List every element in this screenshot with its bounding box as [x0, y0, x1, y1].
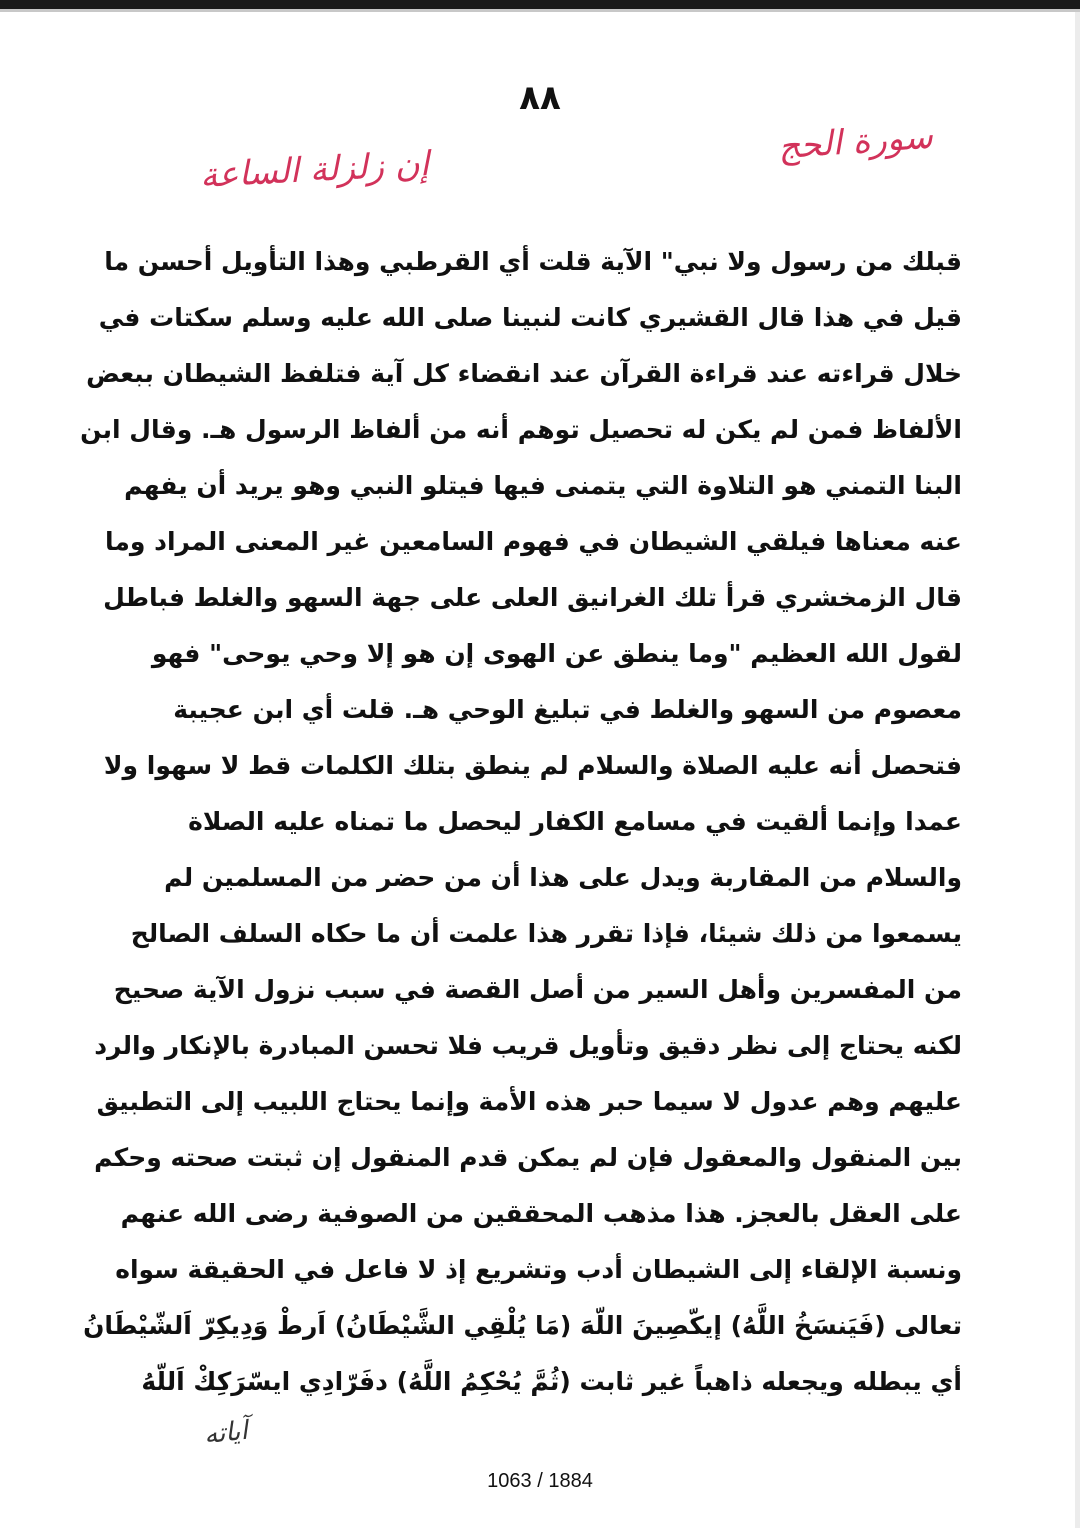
text-line: قال الزمخشري قرأ تلك الغرانيق العلى على جهة السهو والغلط فباطل: [103, 583, 962, 612]
body-text: [80, 234, 962, 1410]
text-line: ونسبة الإلقاء إلى الشيطان أدب وتشريع إذ لا فاعل في الحقيقة سواه: [115, 1255, 962, 1284]
text-line: قبلك من رسول ولا نبي" الآية قلت أي القرطبي وهذا التأويل أحسن ما: [104, 247, 962, 276]
text-line: لقول الله العظيم "وما ينطق عن الهوى إن هو إلا وحي يوحى" فهو: [151, 639, 962, 668]
text-line: خلال قراءته عند قراءة القرآن عند انقضاء كل آية فتلفظ الشيطان ببعض: [86, 359, 962, 388]
text-line: من المفسرين وأهل السير من أصل القصة في سبب نزول الآية صحيح: [113, 975, 962, 1004]
text-line: على العقل بالعجز. هذا مذهب المحققين من الصوفية رضى الله عنهم: [120, 1199, 962, 1228]
text-line: البنا التمني هو التلاوة التي يتمنى فيها فيتلو النبي وهو يريد أن يفهم: [124, 471, 962, 500]
scan-top-border: [0, 0, 1080, 9]
text-line: عليهم وهم عدول لا سيما حبر هذه الأمة وإنما يحتاج اللبيب إلى التطبيق: [96, 1087, 962, 1116]
handwritten-verse-label: إن زلزلة الساعة: [199, 144, 431, 196]
text-line: يسمعوا من ذلك شيئا، فإذا تقرر هذا علمت أن ما حكاه السلف الصالح: [130, 919, 962, 948]
text-line: بين المنقول والمعقول فإن لم يمكن قدم المنقول إن ثبتت صحته وحكم: [94, 1143, 962, 1172]
text-line: معصوم من السهو والغلط في تبليغ الوحي هـ. قلت أي ابن عجيبة: [173, 695, 962, 724]
scan-top-border-shadow: [0, 9, 1080, 12]
text-line: عنه معناها فيلقي الشيطان في فهوم السامعين غير المعنى المراد وما: [105, 527, 962, 556]
text-line: فتحصل أنه عليه الصلاة والسلام لم ينطق بتلك الكلمات قط لا سهوا ولا: [103, 751, 962, 780]
handwritten-surah-label: سورة الحج: [776, 116, 935, 168]
text-line: أي يبطله ويجعله ذاهباً غير ثابت (ثُمَّ يُحْكِمُ اللَّهُ) دفَرّادِي ايسّرَكِكْ اَللّهُ: [141, 1367, 962, 1396]
text-line: قيل في هذا قال القشيري كانت لنبينا صلى الله عليه وسلم سكتات في: [98, 303, 962, 332]
text-line: والسلام من المقاربة ويدل على هذا أن من حضر من المسلمين لم: [164, 863, 962, 892]
text-line: عمدا وإنما ألقيت في مسامع الكفار ليحصل ما تمناه عليه الصلاة: [188, 807, 962, 836]
page-counter: 1063 / 1884: [487, 1470, 593, 1492]
text-line: لكنه يحتاج إلى نظر دقيق وتأويل قريب فلا تحسن المبادرة بالإنكار والرد: [94, 1031, 962, 1060]
handwritten-note: آياته: [202, 1415, 250, 1451]
page-number: ٨٨: [519, 78, 561, 118]
scan-right-edge: [1075, 12, 1080, 1528]
text-line: الألفاظ فمن لم يكن له تحصيل توهم أنه من ألفاظ الرسول هـ. وقال ابن: [80, 415, 962, 444]
text-line: تعالى (فَيَنسَخُ اللَّهُ) إيكّصِينَ اللّهَ (مَا يُلْقِي الشَّيْطَانُ) اَرطْ وَدِيكِرّ اَلشّيْطَانُ: [83, 1311, 962, 1340]
